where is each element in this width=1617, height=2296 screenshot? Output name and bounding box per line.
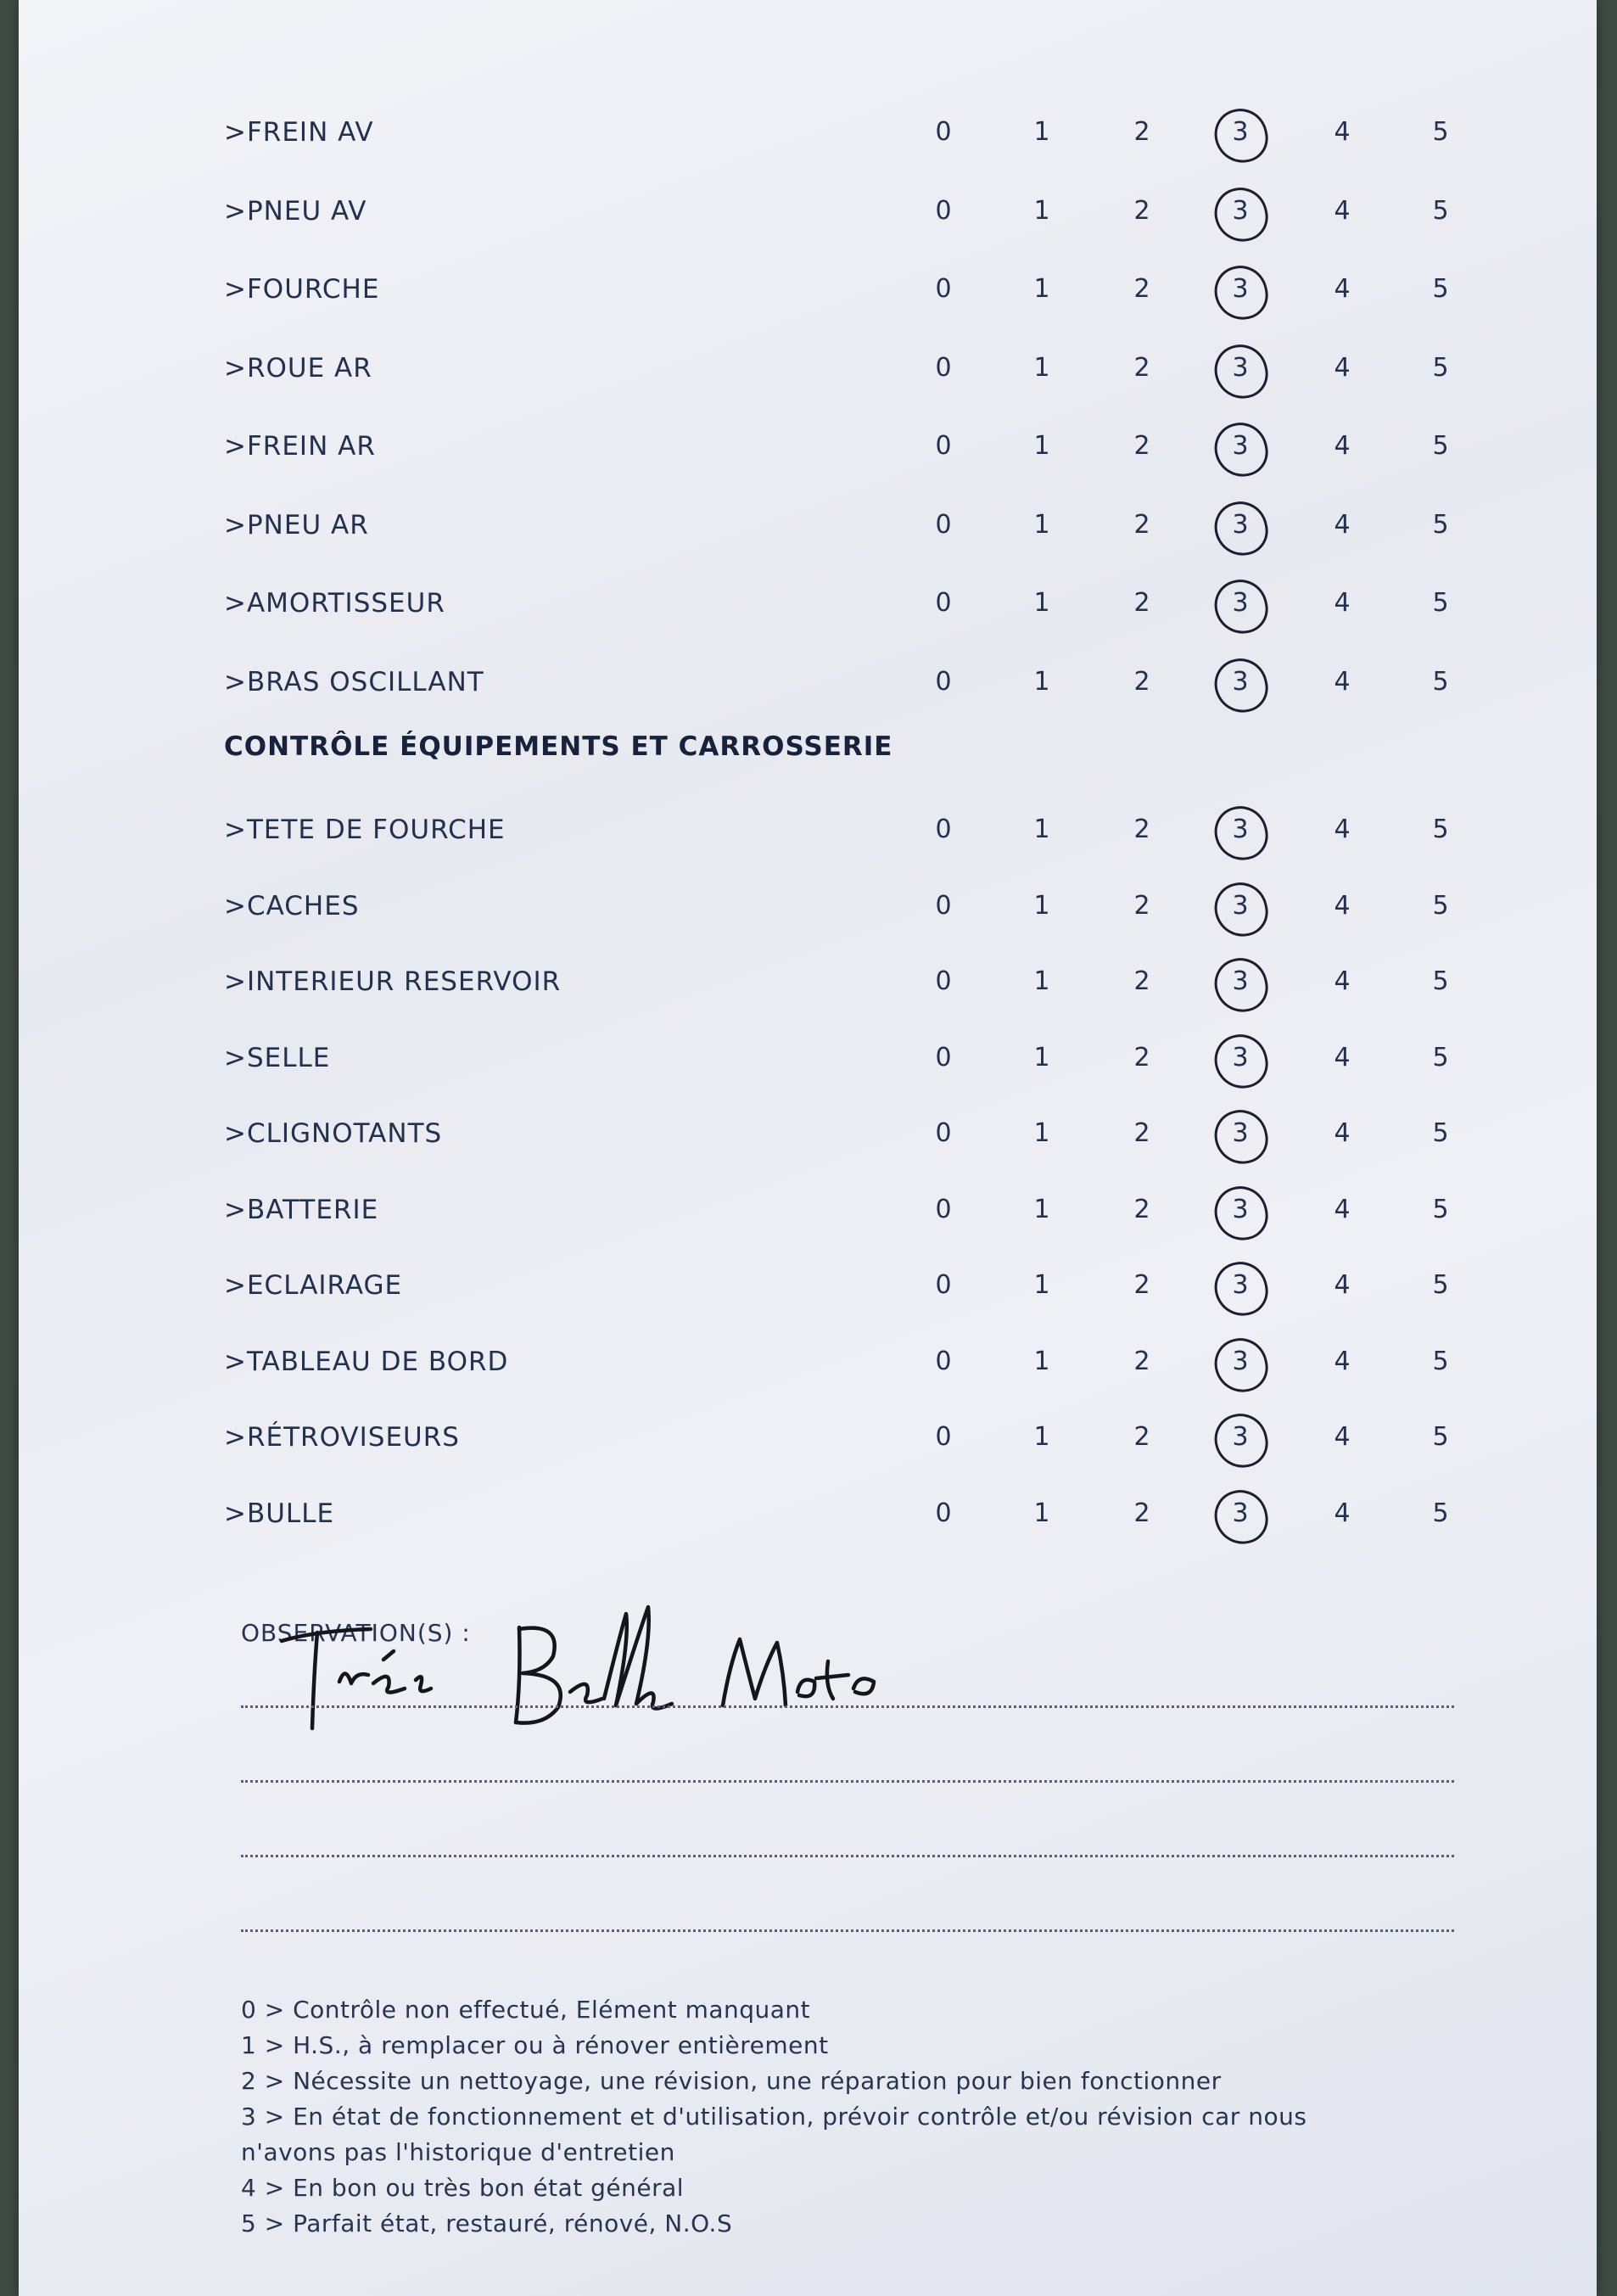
- score-option[interactable]: 4: [1334, 1270, 1351, 1300]
- checklist-row: [19, 1414, 1597, 1464]
- checklist-item-label: >FREIN AR: [224, 431, 376, 462]
- score-option[interactable]: 4: [1334, 890, 1351, 921]
- checklist-row: [19, 882, 1597, 933]
- score-option[interactable]: 5: [1432, 117, 1449, 147]
- score-option[interactable]: 4: [1334, 666, 1351, 697]
- checklist-item-label: >ROUE AR: [224, 352, 372, 384]
- score-option[interactable]: 0: [935, 1422, 952, 1452]
- score-option-selected[interactable]: 3: [1223, 1043, 1257, 1072]
- score-option-selected[interactable]: 3: [1223, 966, 1257, 996]
- score-option[interactable]: 1: [1033, 588, 1050, 618]
- score-option-selected[interactable]: 3: [1223, 510, 1257, 540]
- score-option[interactable]: 2: [1133, 509, 1150, 540]
- checklist-row: [19, 1034, 1597, 1085]
- score-option-selected[interactable]: 3: [1223, 667, 1257, 697]
- score-option-selected[interactable]: 3: [1223, 274, 1257, 304]
- score-option[interactable]: 5: [1432, 509, 1449, 540]
- score-option[interactable]: 5: [1432, 1270, 1449, 1300]
- score-option-selected[interactable]: 3: [1223, 431, 1257, 461]
- checklist-item-label: >CACHES: [224, 890, 360, 921]
- checklist-item-label: >RÉTROVISEURS: [224, 1422, 460, 1453]
- score-option-selected[interactable]: 3: [1223, 1195, 1257, 1224]
- score-option[interactable]: 2: [1133, 666, 1150, 697]
- score-option[interactable]: 1: [1033, 815, 1050, 844]
- score-option[interactable]: 0: [935, 509, 952, 540]
- score-option[interactable]: 5: [1432, 890, 1449, 921]
- score-option[interactable]: 5: [1432, 815, 1449, 844]
- score-option-selected[interactable]: 3: [1223, 117, 1257, 147]
- score-option[interactable]: 0: [935, 352, 952, 383]
- score-option[interactable]: 2: [1133, 1118, 1150, 1148]
- checklist-row: [19, 344, 1597, 395]
- legend-line: 1 > H.S., à remplacer ou à rénover entièrement: [241, 2031, 829, 2059]
- score-option-selected[interactable]: 3: [1223, 1118, 1257, 1148]
- score-option[interactable]: 0: [935, 1346, 952, 1376]
- legend-line: 4 > En bon ou très bon état général: [241, 2174, 685, 2202]
- section-heading: CONTRÔLE ÉQUIPEMENTS ET CARROSSERIE: [224, 731, 893, 762]
- checklist-item-label: >PNEU AV: [224, 195, 367, 227]
- score-option[interactable]: 4: [1334, 1498, 1351, 1528]
- observation-line[interactable]: [241, 1705, 1454, 1708]
- legend-line: 0 > Contrôle non effectué, Elément manquant: [241, 1996, 811, 2024]
- score-option[interactable]: 1: [1033, 1346, 1050, 1376]
- checklist-item-label: >ECLAIRAGE: [224, 1270, 403, 1301]
- score-option[interactable]: 4: [1334, 195, 1351, 226]
- score-option-selected[interactable]: 3: [1223, 891, 1257, 921]
- score-option[interactable]: 0: [935, 1118, 952, 1148]
- legend-line: 3 > En état de fonctionnement et d'utilisation, prévoir contrôle et/ou révision car nous: [241, 2103, 1307, 2131]
- score-option[interactable]: 2: [1133, 1194, 1150, 1224]
- checklist-row: [19, 1262, 1597, 1313]
- score-option[interactable]: 4: [1334, 1346, 1351, 1376]
- checklist-item-label: >AMORTISSEUR: [224, 588, 445, 619]
- score-option[interactable]: 2: [1133, 195, 1150, 226]
- checklist-row: [19, 109, 1597, 160]
- score-option[interactable]: 4: [1334, 815, 1351, 844]
- score-option[interactable]: 4: [1334, 274, 1351, 304]
- checklist-item-label: >BATTERIE: [224, 1194, 379, 1225]
- checklist-item-label: >PNEU AR: [224, 509, 369, 540]
- score-option[interactable]: 5: [1432, 966, 1449, 996]
- score-option[interactable]: 0: [935, 1042, 952, 1072]
- score-option[interactable]: 1: [1033, 966, 1050, 996]
- score-option[interactable]: 0: [935, 195, 952, 226]
- score-option[interactable]: 4: [1334, 966, 1351, 996]
- score-option[interactable]: 1: [1033, 274, 1050, 304]
- score-option[interactable]: 2: [1133, 966, 1150, 996]
- score-option[interactable]: 5: [1432, 1194, 1449, 1224]
- score-option[interactable]: 0: [935, 1270, 952, 1300]
- legend-line: n'avons pas l'historique d'entretien: [241, 2138, 675, 2166]
- score-option[interactable]: 4: [1334, 431, 1351, 461]
- score-option[interactable]: 5: [1432, 431, 1449, 461]
- score-option[interactable]: 1: [1033, 890, 1050, 921]
- checklist-row: [19, 958, 1597, 1009]
- score-option-selected[interactable]: 3: [1223, 815, 1257, 844]
- score-option[interactable]: 1: [1033, 1118, 1050, 1148]
- score-option[interactable]: 5: [1432, 1118, 1449, 1148]
- checklist-item-label: >TABLEAU DE BORD: [224, 1346, 509, 1377]
- score-option[interactable]: 4: [1334, 1194, 1351, 1224]
- checklist-row: [19, 188, 1597, 238]
- score-option-selected[interactable]: 3: [1223, 196, 1257, 226]
- legend-line: 5 > Parfait état, restauré, rénové, N.O.S: [241, 2209, 733, 2237]
- checklist-item-label: >TETE DE FOURCHE: [224, 815, 506, 845]
- score-option[interactable]: 2: [1133, 1422, 1150, 1452]
- score-option[interactable]: 4: [1334, 588, 1351, 618]
- score-option[interactable]: 1: [1033, 1194, 1050, 1224]
- checklist-row: [19, 1338, 1597, 1389]
- score-option[interactable]: 4: [1334, 117, 1351, 147]
- checklist-item-label: >FOURCHE: [224, 274, 380, 305]
- score-option[interactable]: 0: [935, 274, 952, 304]
- checklist-row: [19, 1110, 1597, 1161]
- score-option-selected[interactable]: 3: [1223, 588, 1257, 618]
- score-option-selected[interactable]: 3: [1223, 1422, 1257, 1452]
- score-option[interactable]: 2: [1133, 1498, 1150, 1528]
- score-option[interactable]: 2: [1133, 352, 1150, 383]
- score-option[interactable]: 2: [1133, 890, 1150, 921]
- score-option[interactable]: 2: [1133, 1042, 1150, 1072]
- score-option-selected[interactable]: 3: [1223, 1270, 1257, 1300]
- score-option[interactable]: 0: [935, 666, 952, 697]
- score-option[interactable]: 5: [1432, 666, 1449, 697]
- score-option[interactable]: 4: [1334, 352, 1351, 383]
- score-option[interactable]: 5: [1432, 1042, 1449, 1072]
- checklist-row: [19, 423, 1597, 473]
- score-option[interactable]: 5: [1432, 274, 1449, 304]
- checklist-item-label: >BRAS OSCILLANT: [224, 666, 484, 697]
- checklist-row: [19, 658, 1597, 709]
- handwritten-observation-signature: [265, 1580, 1079, 1750]
- observation-line[interactable]: [241, 1780, 1454, 1783]
- observation-line[interactable]: [241, 1929, 1454, 1932]
- score-option[interactable]: 0: [935, 966, 952, 996]
- score-option[interactable]: 1: [1033, 1498, 1050, 1528]
- score-option[interactable]: 2: [1133, 1270, 1150, 1300]
- score-option[interactable]: 1: [1033, 1042, 1050, 1072]
- score-option[interactable]: 2: [1133, 117, 1150, 147]
- score-option[interactable]: 0: [935, 431, 952, 461]
- score-option[interactable]: 4: [1334, 509, 1351, 540]
- checklist-item-label: >BULLE: [224, 1498, 335, 1529]
- score-option[interactable]: 5: [1432, 1346, 1449, 1376]
- score-option[interactable]: 2: [1133, 815, 1150, 844]
- score-option[interactable]: 4: [1334, 1118, 1351, 1148]
- score-option[interactable]: 1: [1033, 509, 1050, 540]
- score-option[interactable]: 1: [1033, 1270, 1050, 1300]
- score-option[interactable]: 2: [1133, 588, 1150, 618]
- score-option[interactable]: 0: [935, 1194, 952, 1224]
- checklist-row: [19, 266, 1597, 316]
- score-option[interactable]: 2: [1133, 431, 1150, 461]
- score-option[interactable]: 4: [1334, 1042, 1351, 1072]
- score-option[interactable]: 5: [1432, 352, 1449, 383]
- checklist-row: [19, 1186, 1597, 1237]
- score-option[interactable]: 1: [1033, 195, 1050, 226]
- score-option[interactable]: 2: [1133, 274, 1150, 304]
- checklist-row: [19, 501, 1597, 552]
- score-option[interactable]: 1: [1033, 1422, 1050, 1452]
- legend-line: 2 > Nécessite un nettoyage, une révision, une réparation pour bien fonctionner: [241, 2067, 1222, 2095]
- score-option-selected[interactable]: 3: [1223, 1498, 1257, 1528]
- checklist-row: [19, 580, 1597, 630]
- observation-line[interactable]: [241, 1855, 1454, 1857]
- checklist-item-label: >SELLE: [224, 1042, 331, 1073]
- score-option[interactable]: 5: [1432, 1498, 1449, 1528]
- score-option[interactable]: 5: [1432, 588, 1449, 618]
- score-option-selected[interactable]: 3: [1223, 353, 1257, 383]
- checklist-row: [19, 1490, 1597, 1541]
- score-option[interactable]: 1: [1033, 117, 1050, 147]
- score-option[interactable]: 5: [1432, 1422, 1449, 1452]
- score-option[interactable]: 0: [935, 890, 952, 921]
- checklist-item-label: >INTERIEUR RESERVOIR: [224, 966, 562, 997]
- score-option-selected[interactable]: 3: [1223, 1347, 1257, 1376]
- score-option[interactable]: 2: [1133, 1346, 1150, 1376]
- inspection-sheet: [19, 0, 1597, 2296]
- observation-label: OBSERVATION(S) :: [241, 1619, 471, 1647]
- score-option[interactable]: 4: [1334, 1422, 1351, 1452]
- score-option[interactable]: 1: [1033, 431, 1050, 461]
- checklist-row: [19, 806, 1597, 857]
- checklist-item-label: >FREIN AV: [224, 117, 374, 148]
- score-option[interactable]: 1: [1033, 666, 1050, 697]
- score-option[interactable]: 0: [935, 1498, 952, 1528]
- score-option[interactable]: 5: [1432, 195, 1449, 226]
- score-option[interactable]: 0: [935, 588, 952, 618]
- score-option[interactable]: 0: [935, 815, 952, 844]
- checklist-item-label: >CLIGNOTANTS: [224, 1118, 443, 1149]
- score-option[interactable]: 0: [935, 117, 952, 147]
- score-option[interactable]: 1: [1033, 352, 1050, 383]
